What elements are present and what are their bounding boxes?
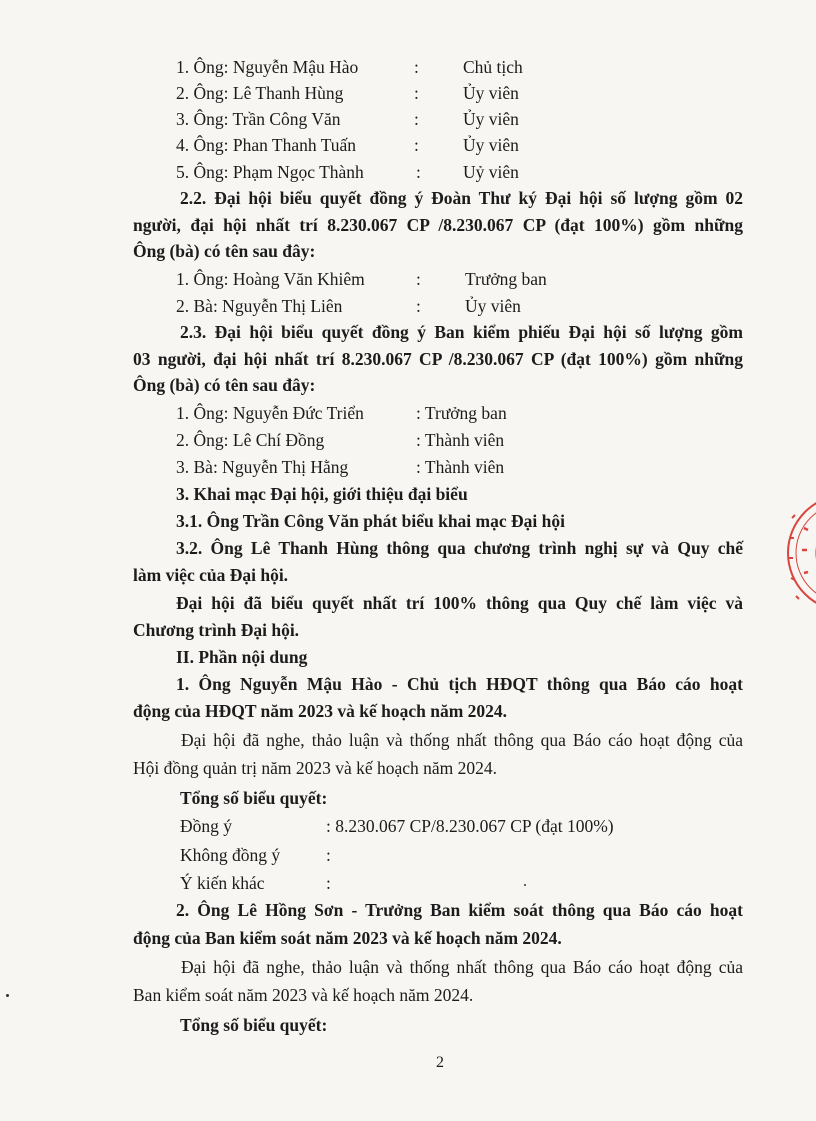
board-member-1-role: Chủ tịch xyxy=(463,57,523,77)
item-1-line-2: động của HĐQT năm 2023 và kế hoạch năm 2024. xyxy=(133,701,508,721)
section-3-1: 3.1. Ông Trần Công Văn phát biểu khai mạc Đại hội xyxy=(176,511,565,531)
board-member-5-name: 5. Ông: Phạm Ngọc Thành xyxy=(176,162,364,182)
vote-other-value: : xyxy=(326,873,331,893)
part-2-heading: II. Phần nội dung xyxy=(176,647,308,667)
secretary-2-sep: : xyxy=(416,296,421,316)
secretary-1-role: Trưởng ban xyxy=(465,269,547,289)
board-member-1-sep: : xyxy=(414,57,419,77)
scan-speck xyxy=(6,994,9,997)
board-member-1-name: 1. Ông: Nguyễn Mậu Hào xyxy=(176,57,359,77)
secretary-1-name: 1. Ông: Hoàng Văn Khiêm xyxy=(176,269,365,289)
counter-3-role: : Thành viên xyxy=(416,457,505,477)
counter-2-role: : Thành viên xyxy=(416,430,505,450)
board-member-5-sep: : xyxy=(416,162,421,182)
board-member-2-name: 2. Ông: Lê Thanh Hùng xyxy=(176,83,344,103)
secretary-2-name: 2. Bà: Nguyễn Thị Liên xyxy=(176,296,343,316)
scan-speck xyxy=(524,884,526,886)
board-member-2-sep: : xyxy=(414,83,419,103)
board-member-4-name: 4. Ông: Phan Thanh Tuấn xyxy=(176,135,357,155)
section-3-2-line-1: 3.2. Ông Lê Thanh Hùng thông qua chương trình nghị sự và Quy chế xyxy=(176,538,743,558)
vote-summary-title-2: Tổng số biểu quyết: xyxy=(180,1015,328,1035)
counter-1-name: 1. Ông: Nguyễn Đức Triển xyxy=(176,403,364,423)
section-3-heading: 3. Khai mạc Đại hội, giới thiệu đại biểu xyxy=(176,484,468,504)
item-1-body-line-2: Hội đồng quản trị năm 2023 và kế hoạch năm 2024. xyxy=(133,758,498,778)
item-2-line-2: động của Ban kiểm soát năm 2023 và kế hoạch năm 2024. xyxy=(133,928,562,948)
vote-disagree-label: Không đồng ý xyxy=(180,845,281,865)
counter-2-name: 2. Ông: Lê Chí Đồng xyxy=(176,430,325,450)
board-member-3-sep: : xyxy=(414,109,419,129)
item-2-body-line-1: Đại hội đã nghe, thảo luận và thống nhất thông qua Báo cáo hoạt động của xyxy=(181,957,743,977)
board-member-3-role: Ủy viên xyxy=(463,109,519,129)
board-member-4-role: Ủy viên xyxy=(463,135,519,155)
vote-agree-value: : 8.230.067 CP/8.230.067 CP (đạt 100%) xyxy=(326,816,614,836)
secretariat-paragraph-line-3: Ông (bà) có tên sau đây: xyxy=(133,241,316,261)
page-number: 2 xyxy=(436,1054,444,1071)
vote-counting-paragraph-line-2: 03 người, đại hội nhất trí 8.230.067 CP /8.230.067 CP (đạt 100%) gồm những xyxy=(133,349,743,369)
section-3-result-line-1: Đại hội đã biểu quyết nhất trí 100% thông qua Quy chế làm việc và xyxy=(176,593,743,613)
counter-3-name: 3. Bà: Nguyễn Thị Hằng xyxy=(176,457,349,477)
board-member-4-sep: : xyxy=(414,135,419,155)
board-member-3-name: 3. Ông: Trần Công Văn xyxy=(176,109,341,129)
secretary-2-role: Ủy viên xyxy=(465,296,521,316)
secretariat-paragraph-line-2: người, đại hội nhất trí 8.230.067 CP /8.230.067 CP (đạt 100%) gồm những xyxy=(133,215,743,235)
item-1-body-line-1: Đại hội đã nghe, thảo luận và thống nhất thông qua Báo cáo hoạt động của xyxy=(181,730,743,750)
section-3-result-line-2: Chương trình Đại hội. xyxy=(133,620,300,640)
item-2-body-line-2: Ban kiểm soát năm 2023 và kế hoạch năm 2024. xyxy=(133,985,474,1005)
board-member-2-role: Ủy viên xyxy=(463,83,519,103)
vote-summary-title: Tổng số biểu quyết: xyxy=(180,788,328,808)
board-member-5-role: Uỷ viên xyxy=(463,162,519,182)
secretariat-paragraph-line-1: 2.2. Đại hội biểu quyết đồng ý Đoàn Thư ký Đại hội số lượng gồm 02 xyxy=(180,188,743,208)
vote-counting-paragraph-line-1: 2.3. Đại hội biểu quyết đồng ý Ban kiểm phiếu Đại hội số lượng gồm xyxy=(180,322,743,342)
vote-counting-paragraph-line-3: Ông (bà) có tên sau đây: xyxy=(133,375,316,395)
vote-disagree-value: : xyxy=(326,845,331,865)
counter-1-role: : Trưởng ban xyxy=(416,403,507,423)
secretary-1-sep: : xyxy=(416,269,421,289)
section-3-2-line-2: làm việc của Đại hội. xyxy=(133,565,289,585)
vote-other-label: Ý kiến khác xyxy=(180,873,265,893)
item-2-line-1: 2. Ông Lê Hồng Sơn - Trưởng Ban kiểm soát thông qua Báo cáo hoạt xyxy=(176,900,743,920)
item-1-line-1: 1. Ông Nguyễn Mậu Hào - Chủ tịch HĐQT thông qua Báo cáo hoạt xyxy=(176,674,743,694)
company-seal-partial xyxy=(784,478,816,628)
vote-agree-label: Đồng ý xyxy=(180,816,233,836)
